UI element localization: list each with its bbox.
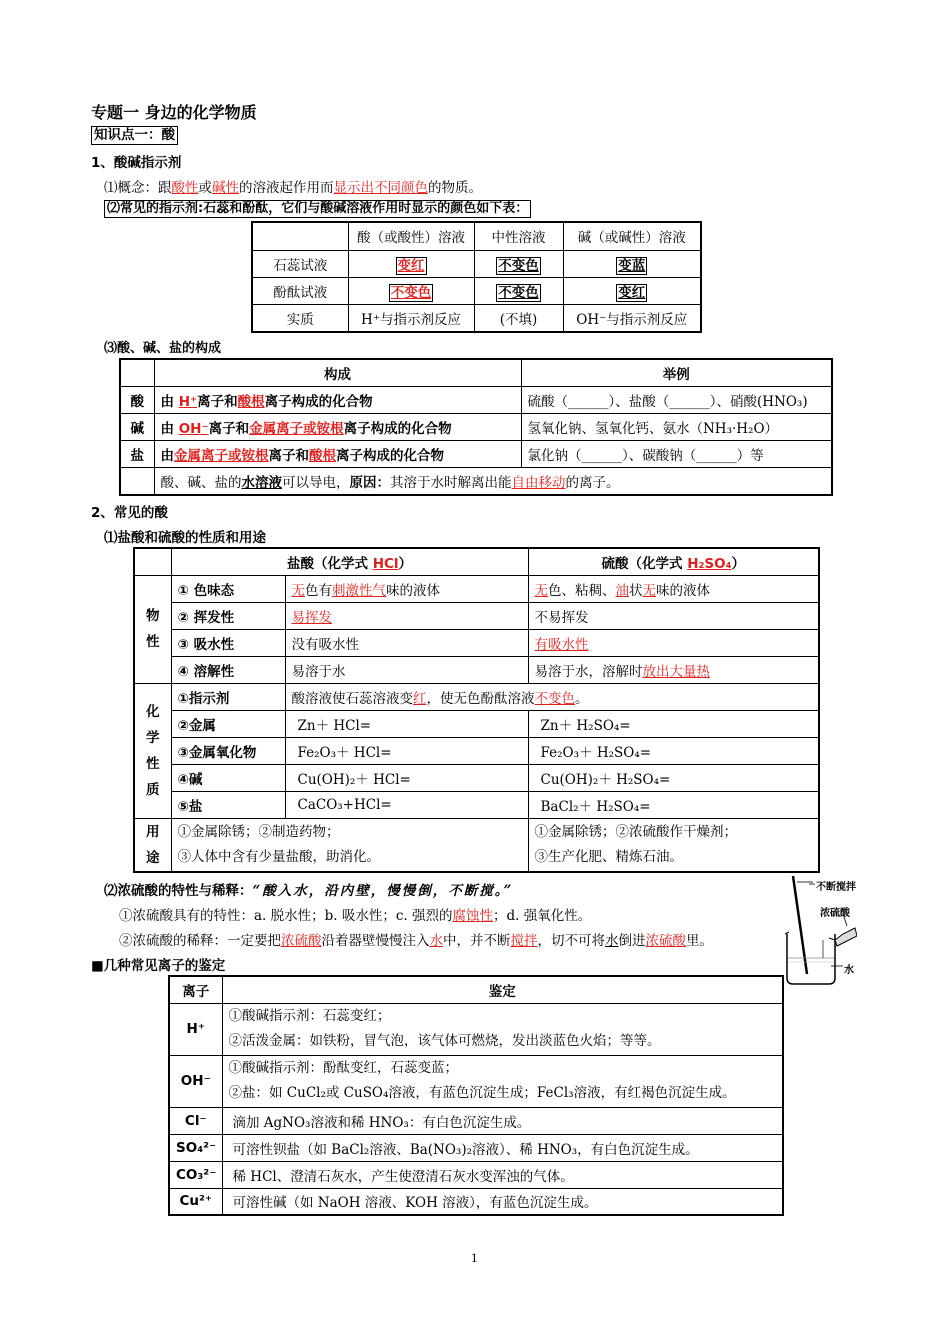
physical-label: 物性: [134, 575, 171, 683]
table-row-label: 盐: [120, 440, 154, 467]
composition-note: 酸、碱、盐的水溶液可以导电，原因：其溶于水时解离出能自由移动的离子。: [154, 467, 832, 495]
table-cell: 不变色: [390, 284, 432, 301]
ion-name: Cl⁻: [169, 1107, 222, 1134]
property-name: ④ 溶解性: [171, 656, 285, 683]
table-header-cell: 鉴定: [222, 976, 783, 1003]
ion-test: ①酸碱指示剂：酚酞变红，石蕊变蓝； ②盐：如 CuCl₂或 CuSO₄溶液，有蓝色沉淀生成；FeCl₃溶液，有红褐色沉淀生成。: [222, 1055, 783, 1107]
table-cell: 不变色: [498, 257, 539, 274]
table-cell: 变红: [397, 257, 425, 274]
table-cell: 变红: [618, 284, 646, 301]
h2so4-header: 硫酸（化学式 H₂SO₄）: [528, 548, 819, 575]
chemical-label: 化学性质: [134, 683, 171, 818]
h2so4-cell: Cu(OH)₂＋ H₂SO₄=: [528, 764, 819, 791]
property-name: ③ 吸水性: [171, 629, 285, 656]
hcl-header: 盐酸（化学式 HCl）: [171, 548, 528, 575]
ion-name: H⁺: [169, 1003, 222, 1055]
hcl-cell: Cu(OH)₂＋ HCl=: [285, 764, 528, 791]
h2so4-cell: 易溶于水，溶解时放出大量热: [528, 656, 819, 683]
ion-name: Cu²⁺: [169, 1188, 222, 1215]
figure-label-water: 水: [844, 965, 854, 976]
composition-heading: ⑶酸、碱、盐的构成: [104, 341, 222, 356]
ion-section-heading: ■几种常见离子的鉴定: [91, 958, 226, 974]
ion-test: 稀 HCl、澄清石灰水，产生使澄清石灰水变浑浊的气体。: [222, 1161, 783, 1188]
hcl-cell: Fe₂O₃＋ HCl=: [285, 737, 528, 764]
property-name: ① 色味态: [171, 575, 285, 602]
table-header-cell: 酸（或酸性）溶液: [348, 222, 474, 250]
table-cell: 由 OH⁻离子和金属离子或铵根离子构成的化合物: [154, 413, 521, 440]
h2so4-cell: 不易挥发: [528, 602, 819, 629]
ion-test: 滴加 AgNO₃溶液和稀 HNO₃：有白色沉淀生成。: [222, 1107, 783, 1134]
dilution-heading: ⑵浓硫酸的特性与稀释：“酸入水，沿内壁，慢慢倒，不断搅。”: [104, 883, 514, 899]
ion-name: SO₄²⁻: [169, 1134, 222, 1161]
property-name: ①指示剂: [171, 683, 285, 710]
property-name: ④碱: [171, 764, 285, 791]
ion-test: 可溶性钡盐（如 BaCl₂溶液、Ba(NO₃)₂溶液）、稀 HNO₃，有白色沉淀生成。: [222, 1134, 783, 1161]
hcl-cell: CaCO₃+HCl=: [285, 791, 528, 818]
hcl-cell: Zn＋ HCl=: [285, 710, 528, 737]
table-header-cell: 举例: [521, 359, 832, 386]
table-cell: (不填): [474, 304, 563, 332]
hcl-cell: 易溶于水: [285, 656, 528, 683]
hcl-use-cell: ①金属除锈；②制造药物； ③人体中含有少量盐酸，助消化。: [171, 818, 528, 872]
hcl-cell: 没有吸水性: [285, 629, 528, 656]
table-cell: 由金属离子或铵根离子和酸根离子构成的化合物: [154, 440, 521, 467]
knowledge-point-1: 知识点一：酸: [91, 126, 178, 145]
table-cell: 硫酸（______）、盐酸（______）、硝酸(HNO₃): [521, 386, 832, 413]
property-name: ②金属: [171, 710, 285, 737]
ion-name: OH⁻: [169, 1055, 222, 1107]
table-header-cell: [252, 222, 348, 250]
page-title: 专题一 身边的化学物质: [91, 103, 257, 122]
figure-label-stir: 不断搅拌: [816, 882, 856, 893]
use-label: 用途: [134, 818, 171, 872]
section-2-heading: 2、常见的酸: [91, 505, 168, 521]
section-2-1-heading: ⑴盐酸和硫酸的性质和用途: [104, 530, 266, 546]
h2so4-use-cell: ①金属除锈；②浓硫酸作干燥剂； ③生产化肥、精炼石油。: [528, 818, 819, 872]
table-header-cell: 离子: [169, 976, 222, 1003]
property-name: ⑤盐: [171, 791, 285, 818]
table-header-cell: 碱（或碱性）溶液: [563, 222, 701, 250]
h2so4-cell: Fe₂O₃＋ H₂SO₄=: [528, 737, 819, 764]
ion-table: [168, 975, 784, 1216]
indicator-cell: 酸溶液使石蕊溶液变红，使无色酚酞溶液不变色。: [285, 683, 819, 710]
table-cell: 变蓝: [618, 257, 646, 274]
h2so4-cell: 有吸水性: [528, 629, 819, 656]
h2so4-cell: 无色、粘稠、油状无味的液体: [528, 575, 819, 602]
table-cell: 氯化钠（______）、碳酸钠（______）等: [521, 440, 832, 467]
definition-line: ⑴概念：跟酸性或碱性的溶液起作用而显示出不同颜色的物质。: [104, 180, 482, 196]
hcl-cell: 易挥发: [285, 602, 528, 629]
table-cell: 不变色: [498, 284, 539, 301]
property-name: ② 挥发性: [171, 602, 285, 629]
indicator-intro: ⑵常见的指示剂:石蕊和酚酞，它们与酸碱溶液作用时显示的颜色如下表：: [104, 200, 531, 218]
conc-property-line: ①浓硫酸具有的特性：a. 脱水性；b. 吸水性；c. 强烈的腐蚀性；d. 强氧化性。: [119, 908, 592, 924]
table-row-label: 酸: [120, 386, 154, 413]
table-cell: 氢氧化钠、氢氧化钙、氨水（NH₃·H₂O）: [521, 413, 832, 440]
indicator-table: [251, 221, 702, 333]
page-number: 1: [471, 1250, 478, 1265]
composition-table: [119, 358, 833, 496]
table-cell: 由 H⁺离子和酸根离子构成的化合物: [154, 386, 521, 413]
table-cell: OH⁻与指示剂反应: [563, 304, 701, 332]
table-row-label: 实质: [252, 304, 348, 332]
ion-test: 可溶性碱（如 NaOH 溶液、KOH 溶液），有蓝色沉淀生成。: [222, 1188, 783, 1215]
conc-dilution-line: ②浓硫酸的稀释：一定要把浓硫酸沿着器壁慢慢注入水中，并不断搅拌，切不可将水倒进浓硫酸里。: [119, 933, 713, 949]
figure-label-acid: 浓硫酸: [820, 908, 850, 919]
table-row-label: 酚酞试液: [252, 277, 348, 304]
section-1-heading: 1、酸碱指示剂: [91, 155, 182, 171]
property-name: ③金属氧化物: [171, 737, 285, 764]
table-header-cell: 中性溶液: [474, 222, 563, 250]
table-header-cell: 构成: [154, 359, 521, 386]
table-cell: H⁺与指示剂反应: [348, 304, 474, 332]
ion-test: ①酸碱指示剂：石蕊变红； ②活泼金属：如铁粉，冒气泡，该气体可燃烧，发出淡蓝色火焰；等等。: [222, 1003, 783, 1055]
h2so4-cell: Zn＋ H₂SO₄=: [528, 710, 819, 737]
ion-name: CO₃²⁻: [169, 1161, 222, 1188]
hcl-cell: 无色有刺激性气味的液体: [285, 575, 528, 602]
acid-properties-table: [133, 547, 820, 873]
table-row-label: 石蕊试液: [252, 250, 348, 277]
table-row-label: 碱: [120, 413, 154, 440]
h2so4-cell: BaCl₂＋ H₂SO₄=: [528, 791, 819, 818]
